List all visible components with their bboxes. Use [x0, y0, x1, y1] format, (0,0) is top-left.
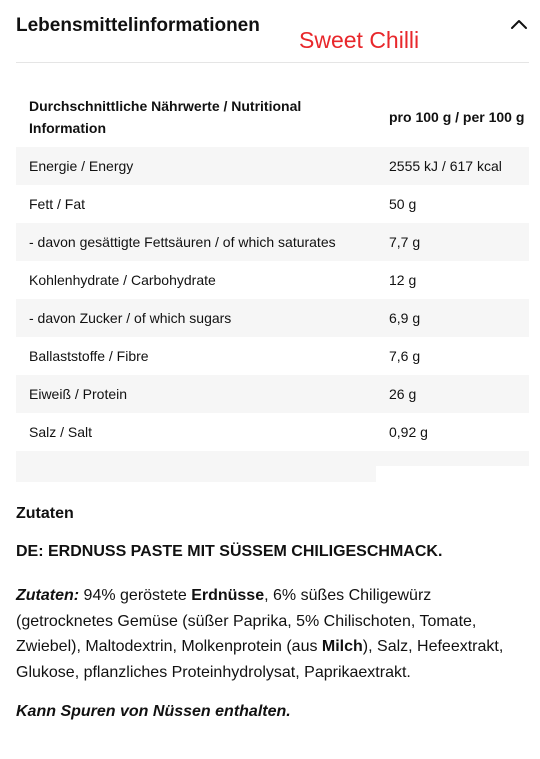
nutrient-value: 2555 kJ / 617 kcal — [376, 147, 529, 185]
allergen-highlight: Erdnüsse — [191, 587, 265, 604]
product-description: DE: ERDNUSS PASTE MIT SÜSSEM CHILIGESCHMACK. — [16, 543, 443, 560]
allergy-notice: Kann Spuren von Nüssen enthalten. — [16, 703, 291, 720]
nutrient-value: 6,9 g — [376, 299, 529, 337]
table-row — [16, 299, 529, 337]
nutrient-name: Salz / Salt — [29, 424, 93, 440]
chevron-up-icon[interactable] — [509, 15, 529, 35]
nutrient-value: 26 g — [376, 375, 529, 413]
table-row — [16, 261, 529, 299]
table-row — [16, 185, 529, 223]
table-row — [16, 375, 529, 413]
nutrient-value: 0,92 g — [389, 424, 428, 440]
empty-cell — [16, 451, 376, 482]
empty-cell — [376, 451, 529, 466]
ingredients-part: 94% geröstete — [79, 587, 192, 604]
nutrient-name: Energie / Energy — [16, 147, 376, 185]
nutrition-table — [16, 87, 529, 451]
ingredients-part: , 6% süßes Chiligewürz (getrocknetes Gemüse (süßer Paprika, 5% Chilischoten, Tomate, Zwiebel), Maltodextrin, Molkenprotein (aus — [16, 587, 477, 655]
ingredients-text — [16, 583, 516, 685]
variant-label: Sweet Chilli — [299, 27, 420, 53]
nutrient-value: 7,7 g — [376, 223, 529, 261]
nutrient-name: - davon Zucker / of which sugars — [16, 299, 376, 337]
table-row — [16, 337, 529, 375]
nutrient-value: 50 g — [389, 196, 417, 212]
ingredients-heading: Zutaten — [16, 505, 74, 522]
nutrient-name: Eiweiß / Protein — [16, 375, 376, 413]
ingredients-label: Zutaten: — [16, 587, 80, 604]
nutrition-accordion-header[interactable] — [16, 0, 529, 63]
allergen-highlight: Milch — [321, 638, 363, 655]
table-row — [16, 413, 529, 451]
table-row — [16, 223, 529, 261]
nutrient-name: Ballaststoffe / Fibre — [29, 348, 149, 364]
column-header-nutrient: Durchschnittliche Nährwerte / Nutritional Information — [29, 98, 302, 136]
nutrient-name: Kohlenhydrate / Carbohydrate — [29, 272, 216, 288]
table-header-row — [16, 87, 529, 147]
empty-table-row — [16, 451, 529, 466]
column-header-value: pro 100 g / per 100 g — [389, 109, 525, 125]
ingredients-part: ), Salz, Hefeextrakt, Glukose, pflanzliches Proteinhydrolysat, Paprikaextrakt. — [16, 638, 504, 681]
nutrient-name: - davon gesättigte Fettsäuren / of which saturates — [16, 223, 376, 261]
table-row — [16, 147, 529, 185]
nutrient-value: 12 g — [389, 272, 417, 288]
nutrient-name: Fett / Fat — [29, 196, 86, 212]
nutrient-value: 7,6 g — [389, 348, 421, 364]
section-heading: Lebensmittelinformationen — [16, 15, 260, 36]
